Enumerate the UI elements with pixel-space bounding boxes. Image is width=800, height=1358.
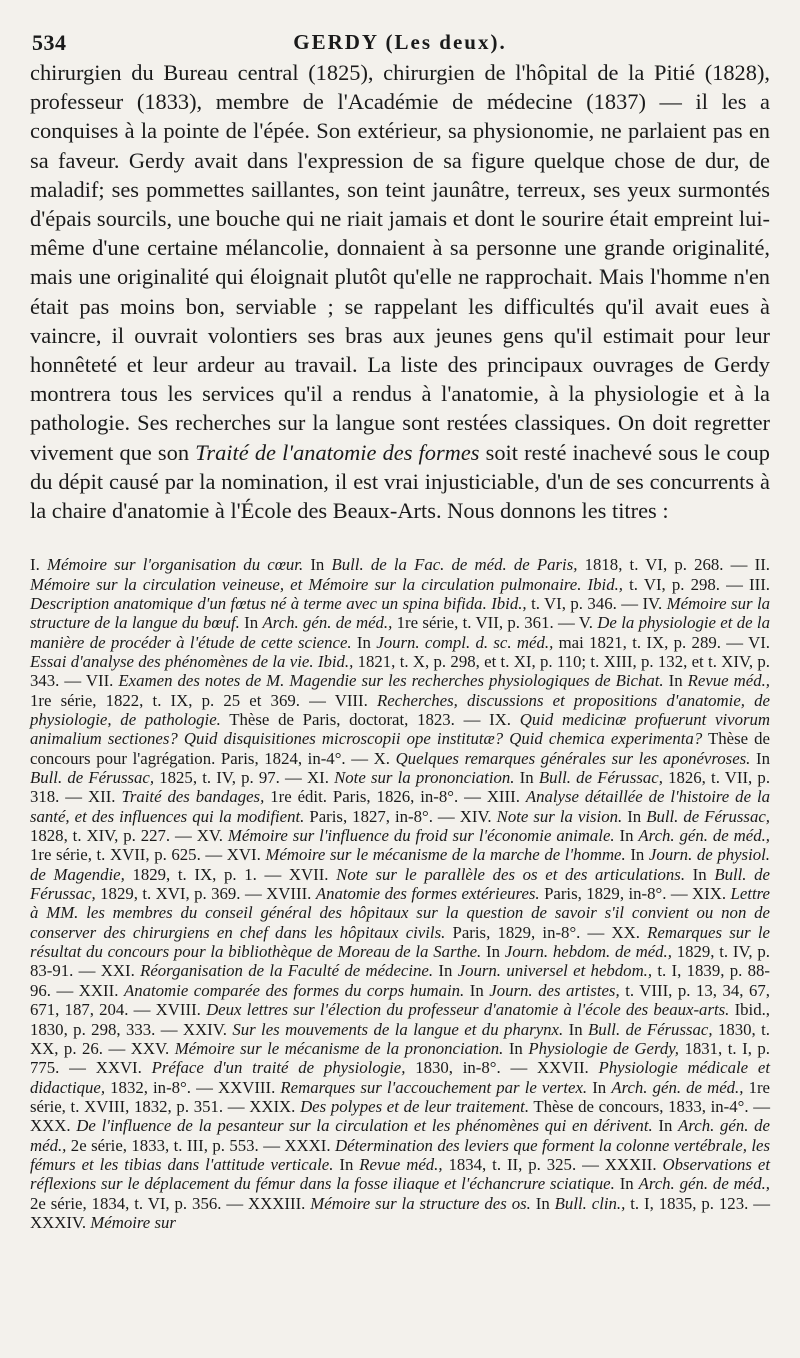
text-span: t. VI, p. 346. — IV. <box>526 593 667 613</box>
text-span: chirurgien du Bureau central (1825), chirurgien de l'hôpital de la Pitié (1828), professeur (1833), membre de l'Académie de médecine (1837) — il les a conquises à la pointe de l'épée. Son extérieur, sa physionomie, ne parlaient pas en sa faveur. Gerdy avait dans l'expression de sa figure quelque chose de dur, de maladif; ses pommettes saillantes, son teint jaunâtre, terreux, ses yeux surmontés d'épais sourcils, une bouche qui ne riait jamais et dont le sourire était empreint lui-même d'une certaine mélancolie, donnaient à sa personne une grande originalité, mais une originalité qui éloignait plutôt qu'elle ne rapprochait. Mais l'homme n'en était pas moins bon, serviable ; se rappelant les difficultés qu'il avait eues à vaincre, il ouvrait volontiers ses bras aux jeunes gens qu'il estimait pour leur honnêteté et leur ardeur au travail. La liste des principaux ouvrages de Gerdy montrera tous les services qu'il a rendus à l'anatomie, à la physiologie et à la pathologie. Ses recherches sur la langue sont restées classiques. On doit regretter vivement que son <box>30 60 770 465</box>
italic-title: Note sur le parallèle des os et des articulations. <box>336 864 686 884</box>
italic-title: Anatomie des formes extérieures. <box>315 884 540 904</box>
italic-title: Remarques sur le résultat du concours pour la bibliothèque de Moreau de la Sarthe. <box>30 922 770 962</box>
italic-title: Anatomie comparée des formes du corps humain. <box>123 980 465 1000</box>
italic-title: Arch. gén. de méd., <box>638 1174 770 1194</box>
text-span: In <box>464 980 490 1000</box>
text-span: In <box>514 768 539 788</box>
italic-title: Bull. de Férussac, <box>588 1019 713 1039</box>
italic-title: Mémoire sur le mécanisme de la marche de l'homme. <box>265 845 626 865</box>
text-span: In <box>303 555 332 575</box>
text-span: 1re édit. Paris, 1826, in-8°. — XIII. <box>264 787 526 807</box>
text-span: In <box>622 806 647 826</box>
text-span: t. VIII, p. 13, 34, 67, 671, 187, 204. — XVIII. <box>30 980 770 1020</box>
page-number: 534 <box>32 30 67 55</box>
page-header <box>30 14 770 58</box>
italic-title: Revue méd., <box>687 671 770 691</box>
italic-title: Mémoire sur <box>90 1212 176 1232</box>
main-text <box>30 58 770 525</box>
italic-title: Journ. universel et hebdom., <box>457 961 653 981</box>
text-span: 2e série, 1833, t. III, p. 553. — XXXI. <box>66 1135 336 1155</box>
text-span: In <box>652 1116 679 1136</box>
text-span: 1831, t. I, p. 775. — XXVI. <box>30 1038 770 1078</box>
text-span: 1829, t. IX, p. 1. — XVII. <box>124 864 337 884</box>
italic-title: Journ. compl. d. sc. méd., <box>376 632 554 652</box>
text-span: In <box>563 1019 588 1039</box>
italic-title: Physiologie médicale et didactique, <box>30 1058 770 1097</box>
italic-title: Détermination des leviers que forment la colonne vertébrale, les fémurs et les tibias dans l'attitude verticale. <box>30 1135 770 1174</box>
italic-title: Mémoire sur la circulation veineuse, et Mémoire sur la circulation pulmonaire. Ibid., <box>30 574 623 594</box>
italic-title: Recherches, discussions et propositions d'anatomie, de physiologie, de pathologie. <box>30 690 770 729</box>
text-span: Thèse de concours pour l'agrégation. Paris, 1824, in-4°. — X. <box>30 729 771 768</box>
italic-title: Description anatomique d'un fœtus né à terme avec un spina bifida. Ibid., <box>30 593 527 613</box>
text-span: t. VI, p. 298. — III. <box>622 574 770 594</box>
text-span: In <box>481 942 505 962</box>
italic-title: Arch. gén. de méd., <box>611 1077 744 1097</box>
text-span: 1825, t. IV, p. 97. — XI. <box>154 768 335 788</box>
text-span: 1818, t. VI, p. 268. — II. <box>577 555 770 575</box>
text-span: I. <box>30 555 47 575</box>
text-span: 1re série, t. VII, p. 361. — V. <box>392 613 598 633</box>
italic-title: Deux lettres sur l'élection du professeur d'anatomie à l'école des beaux-arts. <box>206 1000 730 1020</box>
italic-title: Mémoire sur la structure des os. <box>310 1193 531 1213</box>
italic-title: Revue méd., <box>359 1154 443 1174</box>
text-span: In <box>625 845 649 865</box>
text-span: 1821, t. X, p. 298, et t. XI, p. 110; t. XIII, p. 132, et t. XIV, p. 343. — VII. <box>30 651 771 691</box>
text-span: In <box>587 1077 612 1097</box>
text-span: 1830, in-8°. — XXVII. <box>405 1058 599 1078</box>
text-span: 1re série, 1822, t. IX, p. 25 et 369. — VIII. <box>30 690 377 710</box>
italic-title: Mémoire sur le mécanisme de la prononciation. <box>174 1038 504 1058</box>
italic-title: Quelques remarques générales sur les aponévroses. <box>395 748 751 768</box>
text-span: In <box>351 632 377 652</box>
biography-paragraph <box>30 58 770 525</box>
text-span: Paris, 1829, in-8°. — XIX. <box>539 884 731 904</box>
text-span: In <box>503 1038 529 1058</box>
text-span: 1826, t. VII, p. 318. — XII. <box>30 768 771 807</box>
italic-title: Note sur la vision. <box>496 806 623 826</box>
text-span: 1834, t. II, p. 325. — XXXII. <box>442 1154 663 1174</box>
italic-title: Examen des notes de M. Magendie sur les recherches physiologiques de Bichat. <box>118 671 664 691</box>
italic-title: Réorganisation de la Faculté de médecine. <box>140 961 434 981</box>
text-span: Thèse de concours, 1833, in-4°. — XXX. <box>30 1096 770 1136</box>
text-span: In <box>530 1193 555 1213</box>
italic-title: Journ. des artistes, <box>489 980 620 1000</box>
italic-title: Bull. de Férussac, <box>30 864 770 904</box>
italic-title: De l'influence de la pesanteur sur la circulation et les phénomènes qui en dérivent. <box>76 1116 653 1136</box>
text-span: In <box>685 864 715 884</box>
bibliography-list <box>30 555 770 1232</box>
italic-title: Lettre à MM. les membres du conseil général des hôpitaux sur la question de savoir s'il convient ou non de conserver des chirurgiens en chef dans les hôpitaux civils. <box>30 884 770 942</box>
italic-title: Analyse détaillée de l'histoire de la santé, et des influences qui la modifient. <box>30 787 771 826</box>
italic-title: Mémoire sur l'influence du froid sur l'économie animale. <box>227 826 615 846</box>
italic-title: Bull. de Férussac, <box>30 768 155 788</box>
text-span: In <box>614 1174 639 1194</box>
italic-title: Arch. gén. de méd., <box>262 613 393 633</box>
italic-title: Mémoire sur la structure de la langue du bœuf. <box>30 593 770 633</box>
text-span: mai 1821, t. IX, p. 289. — VI. <box>553 632 770 652</box>
text-span: Thèse de Paris, doctorat, 1823. — IX. <box>220 710 520 729</box>
italic-title: Note sur la prononciation. <box>334 768 515 788</box>
italic-title: Bull. de Férussac, <box>646 806 770 826</box>
italic-title: Sur les mouvements de la langue et du pharynx. <box>232 1019 564 1039</box>
text-span: Paris, 1827, in-8°. — XIV. <box>304 806 497 826</box>
text-span: In <box>750 748 770 768</box>
italic-title: Bull. de Férussac, <box>538 768 663 788</box>
italic-title: Bull. clin., <box>554 1193 626 1213</box>
text-span: 2e série, 1834, t. VI, p. 356. — XXXIII. <box>30 1193 311 1213</box>
italic-title: Mémoire sur l'organisation du cœur. <box>46 555 304 575</box>
italic-title: Des polypes et de leur traitement. <box>300 1096 530 1116</box>
bibliography-paragraph <box>30 555 770 1232</box>
italic-title: Traité de l'anatomie des formes <box>195 439 480 465</box>
italic-title: Arch. gén. de méd., <box>638 826 770 846</box>
text-span: Paris, 1829, in-8°. — XX. <box>445 922 648 942</box>
italic-title: Arch. gén. de méd., <box>30 1116 770 1155</box>
text-span: In <box>333 1154 360 1174</box>
text-span: 1832, in-8°. — XXVIII. <box>105 1077 281 1097</box>
italic-title: Remarques sur l'accouchement par le vertex. <box>280 1077 588 1097</box>
italic-title: De la physiologie et de la manière de procéder à l'étude de cette science. <box>30 613 770 652</box>
text-span: 1829, t. XVI, p. 369. — XVIII. <box>95 884 316 904</box>
italic-title: Journ. hebdom. de méd., <box>504 942 672 962</box>
text-span: 1re série, t. XVIII, 1832, p. 351. — XXIX. <box>30 1077 770 1116</box>
text-span: In <box>239 613 263 633</box>
italic-title: Physiologie de Gerdy, <box>528 1038 679 1058</box>
text-span: soit resté inachevé sous le coup du dépit causé par la nomination, il est vrai injusticiable, d'un de ses concurrents à la chaire d'anatomie à l'École des Beaux-Arts. Nous donnons les titres : <box>30 439 771 524</box>
text-span: 1830, t. XX, p. 26. — XXV. <box>30 1019 770 1058</box>
italic-title: Bull. de la Fac. de méd. de Paris, <box>331 555 578 575</box>
text-span: t. I, 1835, p. 123. — XXXIV. <box>30 1193 770 1232</box>
running-head: GERDY (Les deux). <box>293 30 507 54</box>
italic-title: Préface d'un traité de physiologie, <box>151 1058 406 1078</box>
italic-title: Journ. de physiol. de Magendie, <box>30 845 770 884</box>
text-span: 1828, t. XIV, p. 227. — XV. <box>30 826 228 846</box>
text-span: In <box>663 671 688 691</box>
italic-title: Quid medicinæ profuerunt vivorum animalium sectiones? Quid disquisitiones microscopii ope institutæ? Quid chemica experimenta? <box>30 710 770 749</box>
italic-title: Traité des bandages, <box>121 787 265 807</box>
italic-title: Observations et réflexions sur le déplacement du fémur dans la fosse iliaque et l'échancrure sciatique. <box>30 1154 770 1194</box>
text-span: 1re série, t. XVII, p. 625. — XVI. <box>30 845 266 865</box>
text-span: t. I, 1839, p. 88-96. — XXII. <box>30 961 770 1000</box>
text-span: In <box>614 826 639 846</box>
text-span: In <box>433 961 458 981</box>
italic-title: Essai d'analyse des phénomènes de la vie. Ibid., <box>30 651 354 671</box>
text-span: 1829, t. IV, p. 83-91. — XXI. <box>30 942 770 981</box>
text-span: Ibid., 1830, p. 298, 333. — XXIV. <box>30 1000 770 1039</box>
